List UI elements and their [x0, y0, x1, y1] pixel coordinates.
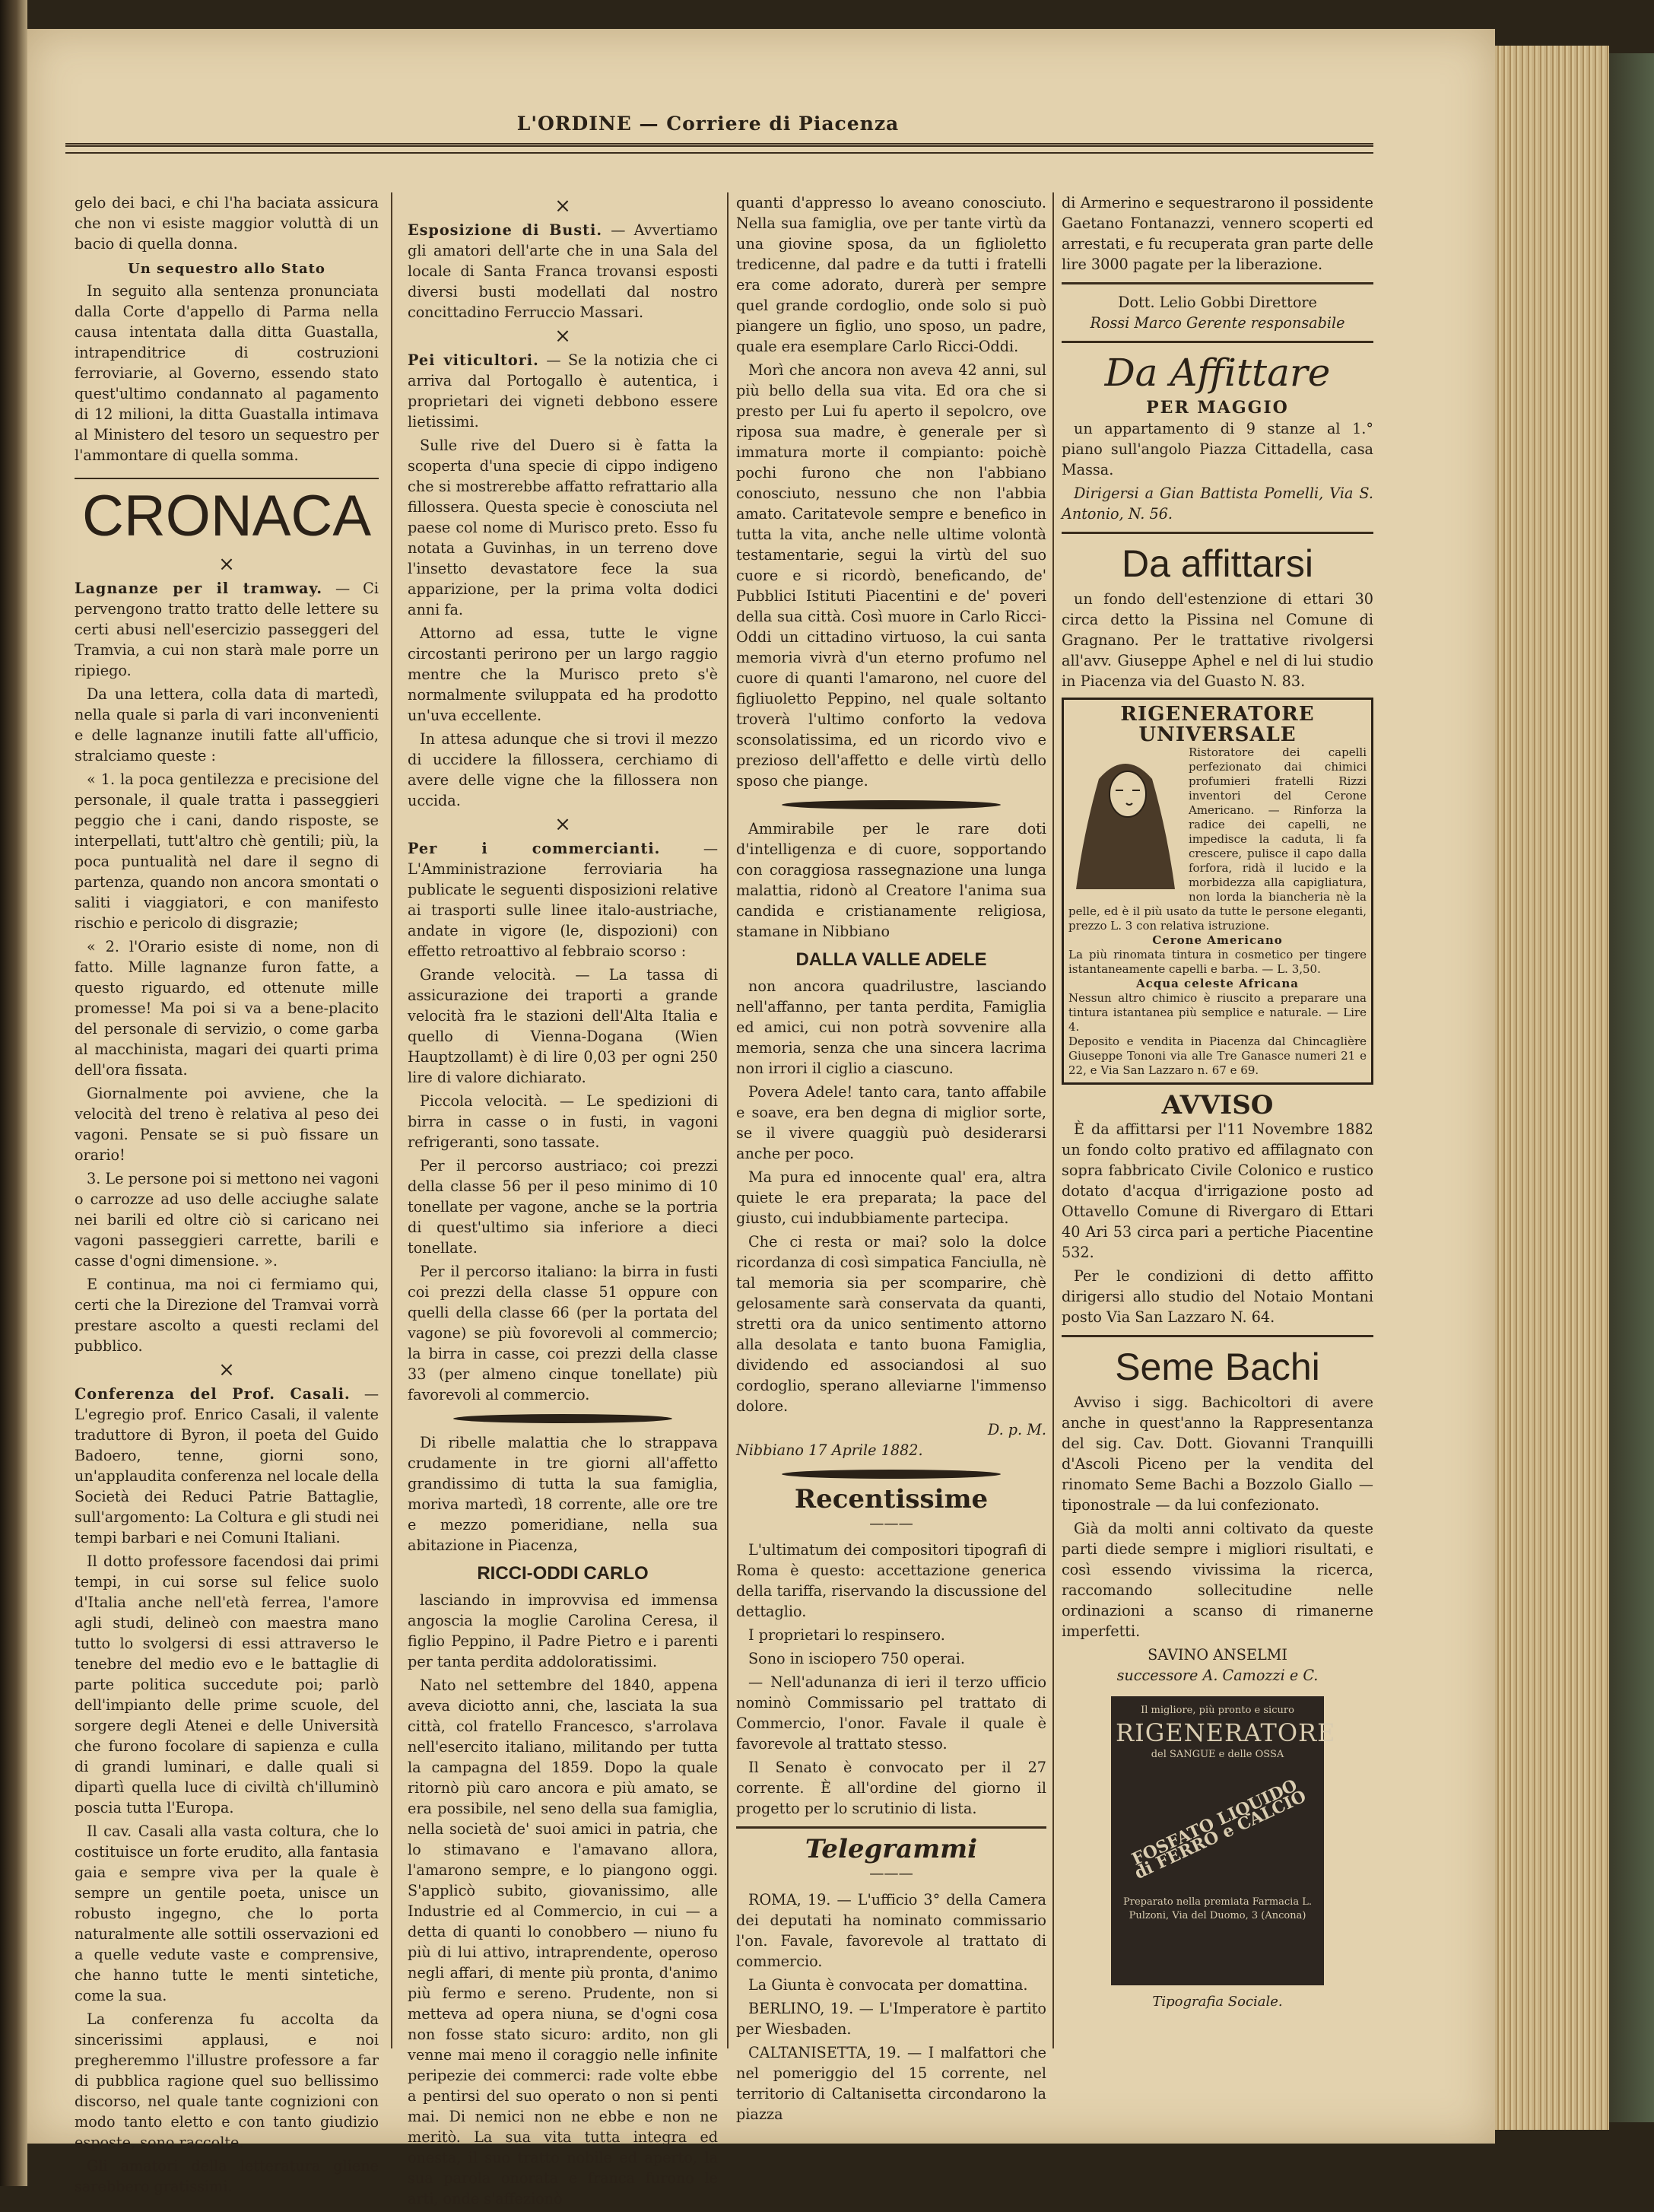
paragraph: Ammirabile per le rare doti d'intelligenza e di cuore, sopportando con coraggiosa rassegnazione una lunga malattia, ridonò al Creatore l'anima sua candida e cristianamente religiosa, stamane in Nibbiano [736, 820, 1046, 940]
ad-heading-affittare: Da Affittare [1104, 351, 1331, 395]
paragraph: 3. Le persone poi si mettono nei vagoni o carrozze ad uso delle acciughe salate nei barili ed oltre ciò si caricano nei vagoni passeggieri carrette, barili e casse d'ogni dimensione. ». [75, 1170, 379, 1270]
paragraph: Attorno ad essa, tutte le vigne circostanti perirono per un largo raggio mentre che la Murisco preto s'è normalmente sviluppata ed ha prodotto un'uva eccellente. [408, 625, 718, 724]
separator-cross: × [218, 1359, 235, 1381]
headline-busti: Esposizione di Busti. [408, 221, 603, 239]
ad-fosfato-title: RIGENERATORE [1116, 1718, 1336, 1747]
paragraph: lasciando in improvvisa ed immensa angoscia la moglie Carolina Ceresa, il figlio Peppino, il Padre Pietro e i parenti per tanta perdita addoloratissimi. [408, 1591, 718, 1670]
paragraph: Che ci resta or mai? solo la dolce ricordanza di così simpatica Fanciulla, nè tal memoria sia per scomparire, chè gelosamente sarà conservata da quanti, stretti ora da unico sentimento attorno alla desolata e tanto buona Famiglia, dividendo ed associandosi al suo cordoglio, sperano alleviarne l'immenso dolore. [736, 1233, 1046, 1415]
section-rule [782, 1470, 1001, 1479]
paragraph: Povera Adele! tanto cara, tanto affabile e soave, era ben degna di miglior sorte, se il vivere quaggiù può desiderarsi anche per poco. [736, 1083, 1046, 1162]
rule [1062, 282, 1373, 284]
rule [1062, 532, 1373, 534]
printer-footer: Tipografia Sociale. [1152, 1994, 1283, 2010]
paragraph: Da una lettera, colla data di martedì, nella quale si parla di vari inconvenienti e delle lagnanze inutili fatte all'ufficio, stralciamo queste : [75, 685, 379, 764]
paragraph: È da affittarsi per l'11 Novembre 1882 un fondo colto prativo ed affilagnato con sopra fabbricato Civile Colonico e rustico dotato d'acqua d'irrigazione posto ad Ottavello Comune di Rivergaro di Ettari 40 Ari 53 circa pari a pertiche Piacentine 532. [1062, 1120, 1373, 1261]
short-dash: ——— [869, 1864, 913, 1882]
director-line: Dott. Lelio Gobbi Direttore [1118, 294, 1317, 311]
column-3 [736, 192, 1046, 2128]
ad-contact: Dirigersi a Gian Battista Pomelli, Via S. Antonio, N. 56. [1062, 485, 1373, 523]
paragraph: Il dotto professore facendosi dai primi tempi, in cui sorse sul felice suolo d'Italia anche nell'età ferrea, l'amore agli studi, delineò con maestra mano tutto lo svolgersi di essi attraverso le tenebre del medio evo e le battaglie di parte politica succedute poi; parlò dell'impianto delle prime scuole, del sorgere degli Atenei e delle Università che furono focolare di sapienza e culla di grandi luminari, e dalle quali si dipartì quella luce di civiltà ch'illuminò poscia tutta l'Europa. [75, 1553, 379, 1816]
ad-box-text: Ristoratore dei capelli perfezionato dai chimici profumieri fratelli Rizzi inventori del Cerone Americano. — Rinforza la radice dei capelli, ne impedisce la caduta, li fa crescere, pulisce il capo dalla forfora, ridà il lucido e la morbidezza alla capigliatura, non lorda la biancheria nè la pelle, ed è il più usato da tutte le persone eleganti, prezzo L. 3 con relativa istruzione. [1068, 745, 1367, 933]
ad-heading-seme-bachi: Seme Bachi [1115, 1346, 1320, 1388]
separator-cross: × [218, 553, 235, 576]
ad-acqua-text: Nessun altro chimico è riuscito a preparare una tintura istantanea più semplice e naturale. — Lire 4. [1068, 991, 1367, 1034]
ad-cerone-text: La più rinomata tintura in cosmetico per tingere istantaneamente capelli e barba. — L. 3,50. [1068, 948, 1367, 976]
manager-line: Rossi Marco Gerente responsabile [1090, 314, 1345, 332]
column-2 [408, 192, 718, 2212]
ad-heading-avviso: AVVISO [1161, 1090, 1274, 1120]
ad-fosfato-diagonal: FOSFATO LIQUIDO di FERRO e CALCIO [1129, 1775, 1310, 1883]
ad-cerone-title: Cerone Americano [1152, 933, 1283, 947]
ad-heading-affittarsi: Da affittarsi [1122, 542, 1313, 585]
paragraph: In attesa adunque che si trovi il mezzo di uccidere la fillossera, cerchiamo di avere delle vigne che la fillossera non uccida. [408, 730, 718, 809]
section-title-recentissime: Recentissime [794, 1484, 989, 1514]
paragraph: Il cav. Casali alla vasta coltura, che lo costituisce un forte erudito, alla fantasia gaia e sempre viva per la quale è sempre un gentile poeta, unisce un robusto ingegno, che lo porta naturalmente alle sottili osservazioni ed a quelle vedute vaste e comprensive, che hanno tutte le menti sintetiche, come la sua. [75, 1823, 379, 2004]
headline-tramway: Lagnanze per il tramway. [75, 580, 323, 597]
page-edges [1495, 46, 1609, 2130]
obituary-rule [453, 1414, 672, 1423]
paragraph: Sono in isciopero 750 operai. [748, 1650, 965, 1667]
paragraph: — Avvertiamo gli amatori dell'arte che in una Sala del locale di Santa Franca trovansi esposti diversi busti modellati dal nostro concittadino Ferruccio Massari. [408, 221, 718, 321]
ad-subheading: PER MAGGIO [1146, 398, 1289, 418]
section-title-cronaca: CRONACA [75, 478, 379, 551]
paragraph: Grande velocità. — La tassa di assicurazione dei traporti a grande velocità fra le stazioni dell'Alta Italia e quello di Vienna-Dogana (Wien Hauptzollamt) è di lire 0,03 per ogni 250 lire di valore dichiarato. [408, 966, 718, 1086]
book-cover [1609, 53, 1654, 2122]
ad-deposit-text: Deposito e vendita in Piacenza dal Chincaglière Giuseppe Tononi via alle Tre Ganasce numeri 21 e 22, e Via San Lazzaro n. 67 e 69. [1068, 1034, 1367, 1077]
paragraph: di Armerino e sequestrarono il possidente Gaetano Fontanazzi, vennero scoperti ed arrestati, e fu recuperata gran parte delle lire 3000 pagate per la liberazione. [1062, 194, 1373, 273]
rule [1062, 341, 1373, 343]
paragraph: « 2. l'Orario esiste di nome, non di fatto. Mille lagnanze furon fatte, a questo riguardo, ed ottenute mille promesse! Ma poi si va a bene-placito del personale di servizio, o come garba al macchinista, magari dei quarti prima dell'ora fissata. [75, 938, 379, 1079]
section-title-telegrammi: Telegrammi [805, 1834, 978, 1864]
headline-commercianti: Per i commercianti. [408, 840, 661, 857]
woman-long-hair-illustration [1068, 748, 1183, 893]
paragraph: un appartamento di 9 stanze al 1.° piano sull'angolo Piazza Cittadella, casa Massa. [1062, 420, 1373, 478]
paragraph: CALTANISETTA, 19. — I malfattori che nel pomeriggio del 15 corrente, nel territorio di Caltanisetta circondarono la piazza [736, 2044, 1046, 2123]
paragraph: Nato nel settembre del 1840, appena aveva diciotto anni, che, lasciata la sua città, col fratello Francesco, s'arrolava nell'esercito italiano, militando per tutta la campagna del 1859. Dopo la quale ritornò più caro ancora e più amato, se era possibile, nel seno della sua famiglia, nella società de' suoi amici in patria, che lo stimavano e l'amavano allora, l'amarono sempre, e lo piangono oggi. S'applicò subito, giovanissimo, alle Industrie ed al Commercio, in cui — a detta di quanti lo conobbero — niuno fu più di lui attivo, intraprendente, operoso negli affari, di mente più pronta, d'animo più fermo e sereno. Prudente, non si metteva ad opera niuna, se d'ogni cosa non fosse stato sicuro: ardito, non gli venne mai meno il coraggio nelle infinite peripezie dei commerci: rade volte ebbe a pentirsi del suo operato o non si penti mai. Di nemici non ne ebbe e non ne meritò. La sua vita tutta integra ed onesta, il suo tratto nobile ed aperto, la sua parola onorata e franca furono le arti, onde s'affezionò [408, 1676, 718, 2207]
signature: D. p. M. [987, 1421, 1046, 1438]
paragraph: Sulle rive del Duero si è fatta la scoperta d'una specie di cippo indigeno che si mostrerebbe affatto refrattario alla fillossera. Questa specie è conosciuta nel paese col nome di Murisco preto. Esso fu notata a Guvinhas, in un terreno dove l'insetto devastatore fece la sua apparizione, per la prima volta dodici anni fa. [408, 437, 718, 618]
paragraph: Avviso i sigg. Bachicoltori di avere anche in quest'anno la Rappresentanza del sig. Cav. Dott. Giovanni Tranquilli d'Ascoli Piceno per la vendita del rinomato Seme Bachi a Bozzolo Giallo — tiponostrale — da lui confezionato. [1062, 1394, 1373, 1514]
paragraph: Gli amatori della letteratura gliene sarebbero gratissimi. [75, 2157, 379, 2195]
paragraph: un fondo dell'estenzione di ettari 30 circa detto la Pissina nel Comune di Gragnano. Per le trattative rivolgersi all'avv. Giuseppe Aphel e nel di lui studio in Piacenza via del Guasto N. 83. [1062, 590, 1373, 690]
separator-cross: × [554, 325, 571, 348]
paragraph: Piccola velocità. — Le spedizioni di birra in casse o in fusti, in vagoni refrigeranti, sono tassate. [408, 1092, 718, 1151]
ad-signature-sub: successore A. Camozzi e C. [1116, 1667, 1319, 1684]
obituary-name: RICCI-ODDI CARLO [477, 1563, 649, 1584]
masthead: L'ORDINE — Corriere di Piacenza [516, 113, 900, 135]
paragraph: non ancora quadrilustre, lasciando nell'affanno, per tanta perdita, Famiglia ed amici, cui non potrà sovvenire alla memoria, senza che una sincera lacrima non irrori il ciglio a ciascuno. [736, 977, 1046, 1077]
ad-fosfato-line: Preparato nella premiata Farmacia L. Pulzoni, Via del Duomo, 3 (Ancona) [1123, 1896, 1312, 1921]
column-divider-2 [727, 192, 729, 2048]
paragraph: Di ribelle malattia che lo strappava crudamente in tre giorni all'affetto grandissimo di tutta la sua famiglia, moriva martedì, 18 corrente, alle ore tre e mezzo pomeridiane, nella sua abitazione in Piacenza, [408, 1434, 718, 1554]
paragraph: In seguito alla sentenza pronunciata dalla Corte d'appello di Parma nella causa intentata dalla ditta Guastalla, intrapenditrice di costruzioni ferroviarie, al Governo, essendo stato quest'ultimo condannato al pagamento di 12 milioni, la ditta Guastalla intimava al Ministero del tesoro un sequestro per l'ammontare di quella somma. [75, 282, 379, 464]
paragraph: — Se la notizia che ci arriva dal Portogallo è autentica, i proprietari dei vigneti debbono essere lietissimi. [408, 351, 718, 431]
section-rule [736, 1826, 1046, 1829]
ad-box-title: RIGENERATORE UNIVERSALE [1120, 703, 1315, 746]
obituary-name: DALLA VALLE ADELE [795, 949, 987, 970]
headline-sequestro: Un sequestro allo Stato [128, 261, 325, 277]
paragraph: « 1. la poca gentilezza e precisione del personale, il quale tratta i passeggieri peggio che i cani, dando risposte, se interpellati, tutt'altro chè gentili; più, la poca puntualità nel dare il segno di partenza, quando non ancora smontati o saliti i viaggiatori, e con manifesto rischio e pericolo di disgrazie; [75, 771, 379, 932]
ad-rigeneratore-box [1062, 698, 1373, 1085]
short-dash: ——— [869, 1514, 913, 1532]
ad-fosfato-line: Il migliore, più pronto e sicuro [1141, 1705, 1294, 1716]
column-4 [1062, 192, 1373, 2012]
paragraph: gelo dei baci, e chi l'ha baciata assicura che non vi esiste maggior voluttà di un bacio di quella donna. [75, 194, 379, 253]
book-binding [0, 0, 27, 2186]
ad-acqua-title: Acqua celeste Africana [1135, 977, 1300, 990]
header-rule-2 [65, 152, 1373, 154]
paragraph: I proprietari lo respinsero. [748, 1626, 945, 1644]
paragraph: — L'Amministrazione ferroviaria ha publicate le seguenti disposizioni relative ai trasporti sulle linee italo-austriache, andate in vigore (le, dispozioni) con effetto retroattivo al febbraio scorso : [408, 840, 718, 960]
column-1 [75, 192, 379, 2200]
paragraph: La conferenza fu accolta da sincerissimi applausi, e noi pregheremmo l'illustre professore a far di pubblica ragione quel suo bellissimo discorso, nel quale tante cognizioni con modo tanto eletto e con tanto giudizio esposte, sono raccolte. [75, 2010, 379, 2151]
dateline: Nibbiano 17 Aprile 1882. [736, 1441, 923, 1459]
separator-cross: × [554, 813, 571, 836]
paragraph: Per il percorso austriaco; coi prezzi della classe 56 per il peso minimo di 10 tonellate per vagone, anche se la portria di quest'ultimo sia inferiore a dieci tonellate. [408, 1157, 718, 1257]
newspaper-page [27, 29, 1495, 2207]
paragraph: Il Senato è convocato per il 27 corrente. È all'ordine del giorno il progetto per lo scrutinio di lista. [736, 1759, 1046, 1817]
paragraph: Per le condizioni di detto affitto dirigersi allo studio del Notaio Montani posto Via San Lazzaro N. 64. [1062, 1267, 1373, 1326]
paragraph: — Ci pervengono tratto tratto delle lettere su certi abusi nell'esercizio passeggeri del Tramvia, a cui non starà male porre un ripiego. [75, 580, 379, 679]
ad-signature: SAVINO ANSELMI [1148, 1646, 1287, 1664]
rule [1062, 1335, 1373, 1337]
paragraph: Morì che ancora non aveva 42 anni, sul più bello della sua vita. Ed ora che si presto per Lui fu aperto il sepolcro, ove riposa sua madre, è generale per sì immatura morte il compianto: poichè pochi furono che non l'abbiano conosciuto, nessuno che non l'abbia amato. Caritatevole sempre e benefico in tutta la vita, anche nelle ultime volontà testamentarie, segui la virtù del suo cuore e si ricordò, beneficando, de' Pubblici Istituti Piacentini e de' poveri della sua città. Così muore in Carlo Ricci-Oddi un cittadino virtuoso, la cui santa memoria vivrà d'un eterno profumo nel cuore di quanti l'amarono, nel cuore del figliuoletto Peppino, nel quale soltanto troverà l'ultimo conforto la vedova sconsolatissima, ed un ricordo vivo e prezioso dell'affetto e delle virtù dello sposo che piange. [736, 361, 1046, 790]
paragraph: Giornalmente poi avviene, che la velocità del treno è relativa al peso dei vagoni. Pensate se si può fissare un orario! [75, 1085, 379, 1164]
ad-fosfato-line: del SANGUE e delle OSSA [1151, 1749, 1284, 1760]
headline-conferenza: Conferenza del Prof. Casali. [75, 1385, 351, 1403]
paragraph: La Giunta è convocata per domattina. [748, 1976, 1028, 1994]
paragraph: — Nell'adunanza di ieri il terzo ufficio nominò Commissario pel trattato di Commercio, l'onor. Favale il quale è favorevole al trattato stesso. [736, 1673, 1046, 1753]
paragraph: — L'egregio prof. Enrico Casali, il valente traduttore di Byron, il poeta del Guido Badoero, tenne, giorni sono, un'applaudita conferenza nel locale della Società dei Reduci Patrie Battaglie, sull'argomento: La Coltura e gli studi nei tempi barbari e nei Comuni Italiani. [75, 1385, 379, 1546]
paragraph: BERLINO, 19. — L'Imperatore è partito per Wiesbaden. [736, 2000, 1046, 2038]
paragraph: Per il percorso italiano: la birra in fusti coi prezzi della classe 51 oppure con quelli della classe 66 (per la portata del vagone) se più fovorevoli al commercio; la birra in casse, coi prezzi della classe 33 (per almeno cinque tonellate) più favorevoli al commercio. [408, 1263, 718, 1403]
column-divider-1 [391, 192, 392, 2048]
obituary-rule [782, 800, 1001, 809]
paragraph: E continua, ma noi ci fermiamo qui, certi che la Direzione del Tramvai vorrà prestare ascolto a questi reclami del pubblico. [75, 1276, 379, 1355]
paragraph: L'ultimatum dei compositori tipografi di Roma è questo: accettazione generica della tariffa, riservando la discussione del dettaglio. [736, 1541, 1046, 1620]
paragraph: ROMA, 19. — L'ufficio 3° della Camera dei deputati ha nominato commissario l'on. Favale, favorevole al trattato di commercio. [736, 1891, 1046, 1970]
paragraph: Già da molti anni coltivato da queste parti diede sempre i migliori risultati, e così essendo vivissima la ricerca, raccomando sollecitudine nelle ordinazioni a scanso di rimanerne imperfetti. [1062, 1520, 1373, 1640]
header-rule [65, 143, 1373, 147]
paragraph: quanti d'appresso lo aveano conosciuto. Nella sua famiglia, ove per tante virtù da una giovine sposa, da un figlioletto tredicenne, dal padre e da tutti i fratelli era come adorato, durerà per sempre quel grande cordoglio, onde solo si può piangere un figlio, uno sposo, un padre, quale era esemplare Carlo Ricci-Oddi. [736, 194, 1046, 355]
separator-cross: × [554, 195, 571, 218]
ad-fosfato-box [1111, 1696, 1336, 1985]
paragraph: Ma pura ed innocente qual' era, altra quiete le era preparata; la pace del giusto, cui indubbiamente partecipa. [736, 1168, 1046, 1227]
column-divider-3 [1052, 192, 1054, 2048]
headline-viticultori: Pei viticultori. [408, 351, 539, 369]
